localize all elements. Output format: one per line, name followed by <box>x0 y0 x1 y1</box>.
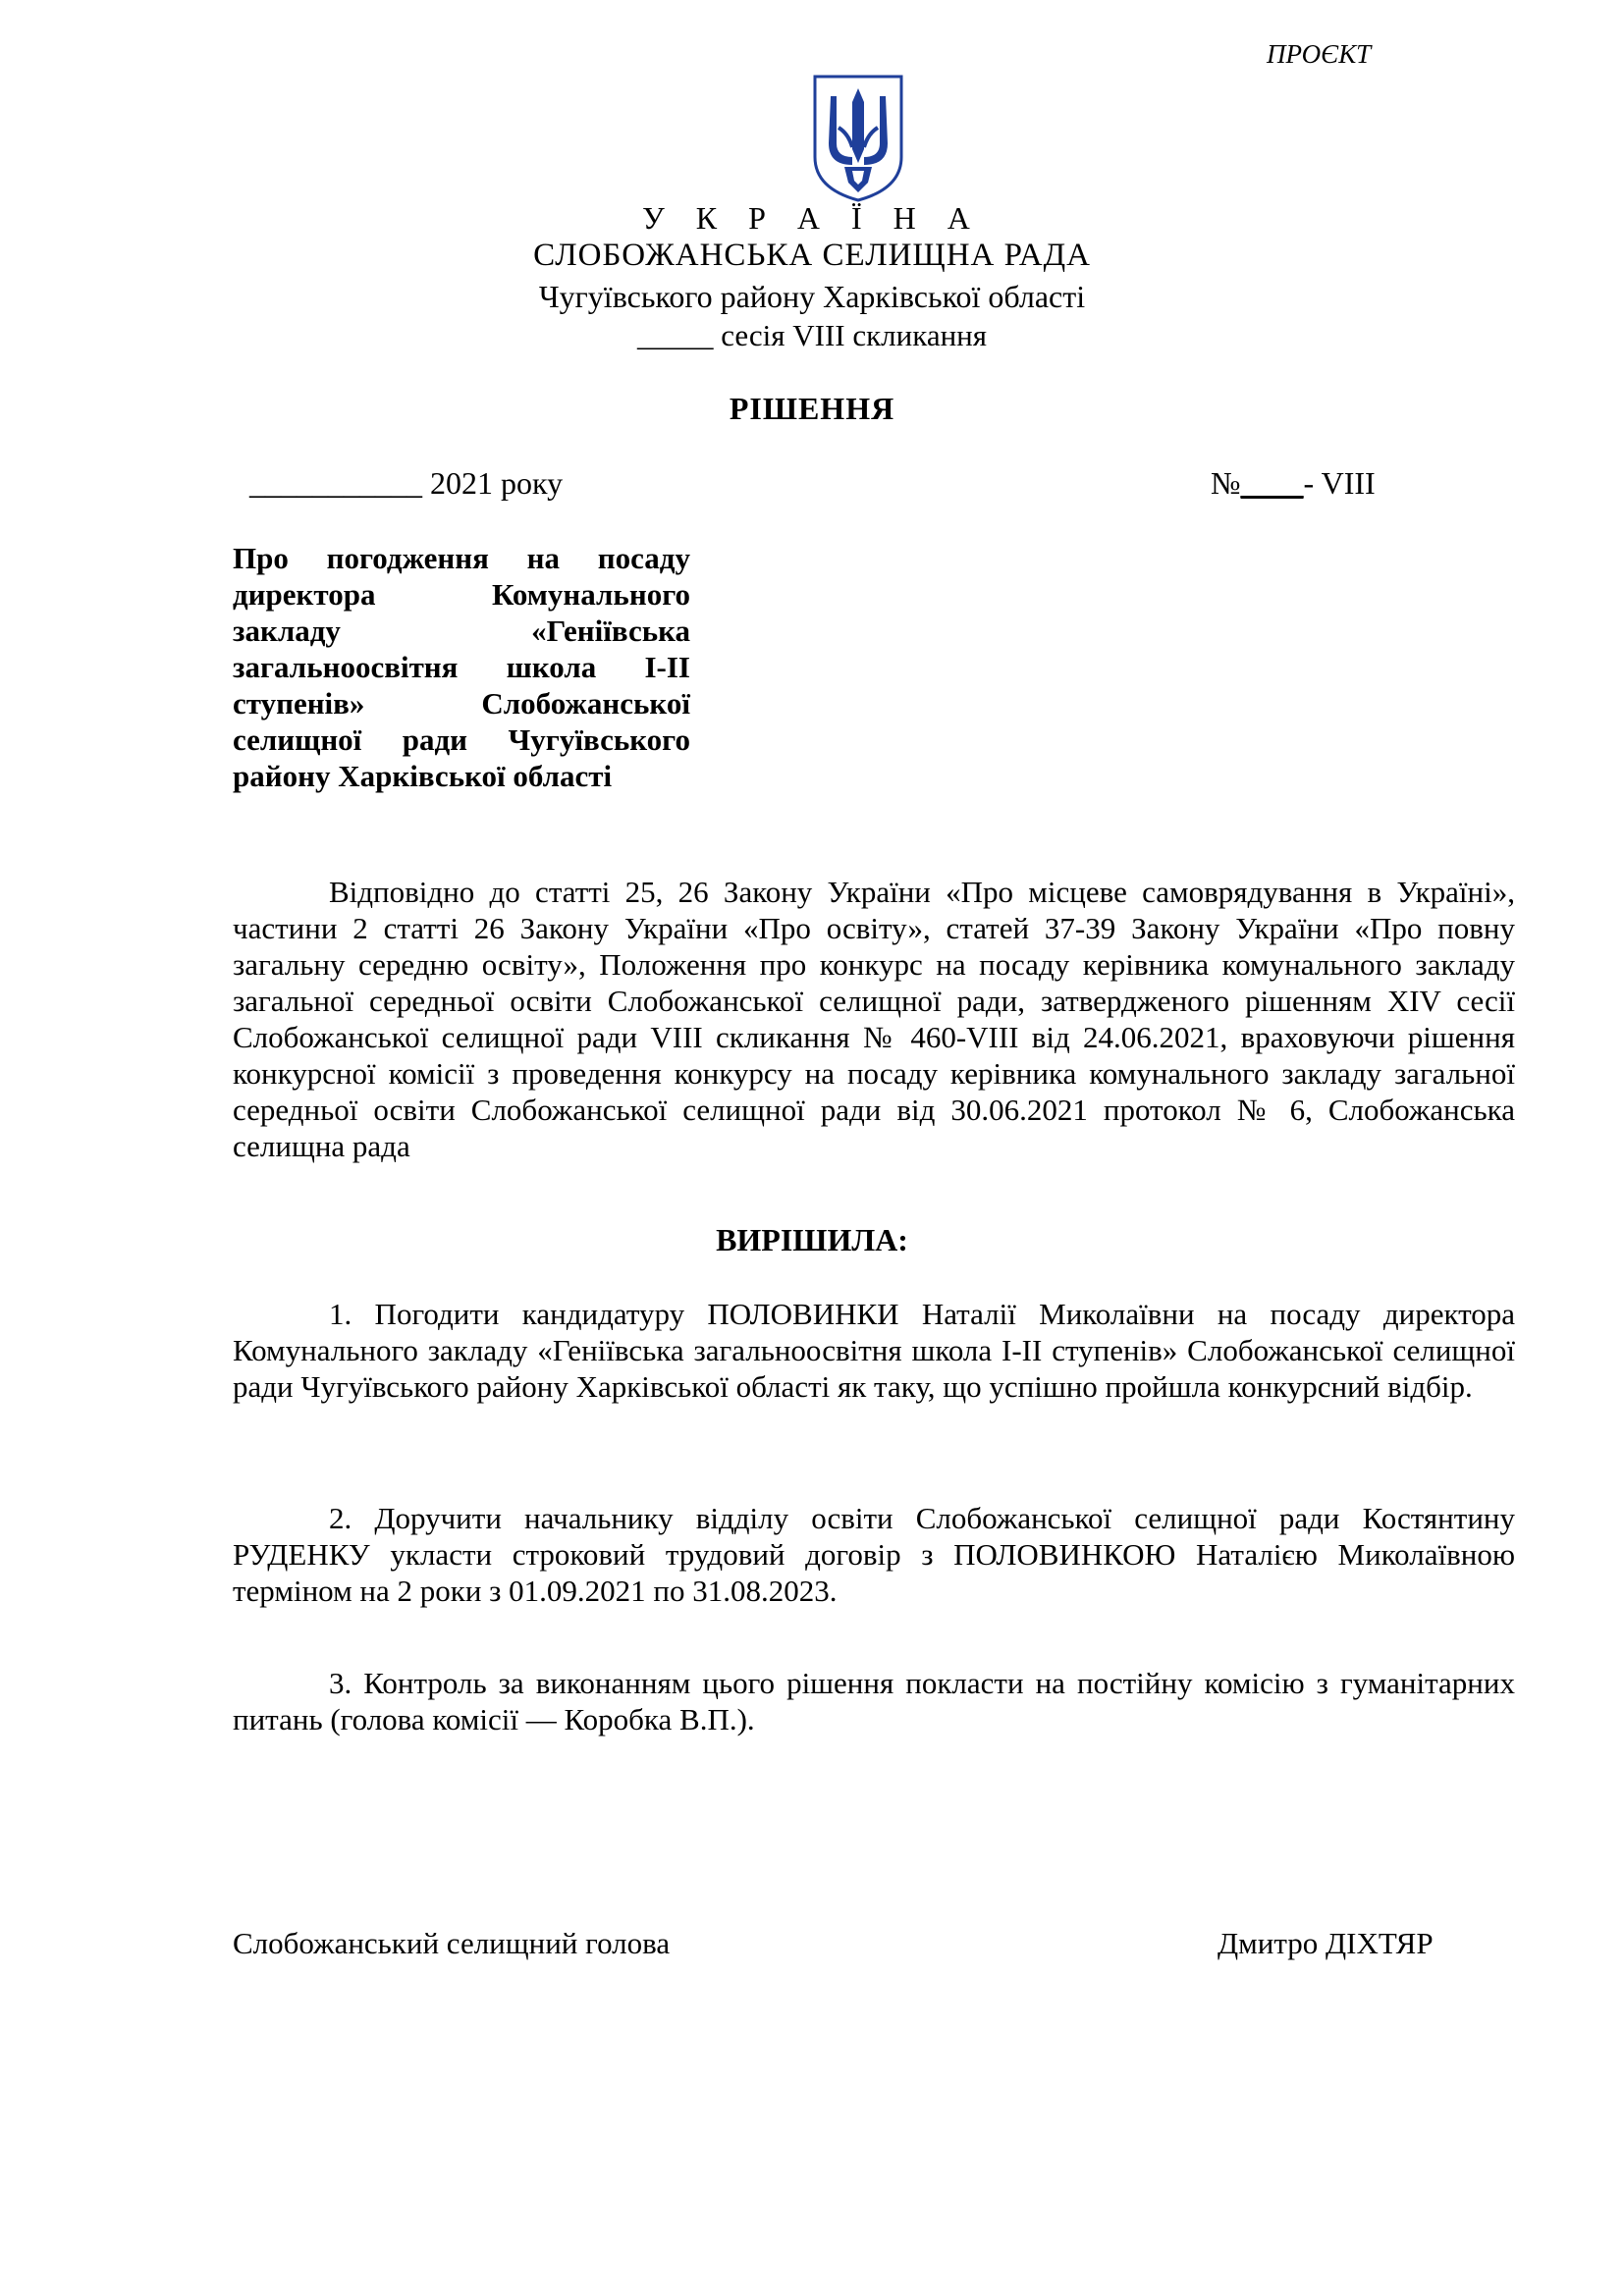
number-suffix: - VIII <box>1303 465 1376 501</box>
date-blank: ___________ <box>249 465 422 501</box>
council-name: СЛОБОЖАНСЬКА СЕЛИЩНА РАДА <box>533 238 1091 273</box>
session-blank: _____ <box>636 318 714 352</box>
resolution-item-3: 3. Контроль за виконанням цього рішення покласти на постійну комісію з гуманітарних питань (голова комісії — Коробка В.П.). <box>233 1666 1515 1736</box>
resolution-heading: ВИРІШИЛА: <box>716 1222 908 1257</box>
preamble-paragraph: Відповідно до статті 25, 26 Закону України «Про місцеве самоврядування в Україні», частини 2 статті 26 Закону України «Про освіту», статей 37-39 Закону України «Про повну загальну середню освіту», Положення про конкурс на посаду керівника комунального закладу загальної середньої освіти Слобожанської селищної ради, затвердженого рішенням XIV сесії Слобожанської селищної ради VIII скликання № 460-VIII від 24.06.2021, враховуючи рішення конкурсної комісії з проведення конкурсу на посаду керівника комунального закладу загальної середньої освіти Слобожанської селищної ради від 30.06.2021 протокол № 6, Слобожанська селищна рада <box>233 875 1515 1163</box>
country-name: У К Р А Ї Н А <box>642 200 982 236</box>
decision-number <box>1211 465 1376 502</box>
resolution-item-1: 1. Погодити кандидатуру ПОЛОВИНКИ Наталії Миколаївни на посаду директора Комунального закладу «Геніївська загальноосвітня школа І-ІІ ступенів» Слобожанської селищної ради Чугуївського району Харківської області як таку, що успішно пройшла конкурсний відбір. <box>233 1297 1515 1404</box>
document-type: РІШЕННЯ <box>729 391 895 426</box>
decision-subject: Про погодження на посаду директора Комунального закладу «Геніївська загальноосвітня школа І-ІІ ступенів» Слобожанської селищної ради Чугуївського району Харківської області <box>233 541 690 793</box>
resolution-item-2: 2. Доручити начальнику відділу освіти Слобожанської селищної ради Костянтину РУДЕНКУ укласти строковий трудовий договір з ПОЛОВИНКОЮ Наталією Миколаївною терміном на 2 роки з 01.09.2021 по 31.08.2023. <box>233 1501 1515 1608</box>
number-blank: ____ <box>1240 465 1304 501</box>
trident-coat-of-arms-icon <box>809 73 907 204</box>
draft-stamp: ПРОЄКТ <box>1267 39 1372 69</box>
district-name: Чугуївського району Харківської області <box>538 279 1086 314</box>
date-text: 2021 року <box>422 465 564 501</box>
session-text: сесія VIII скликання <box>713 318 988 352</box>
session-line <box>0 318 1624 353</box>
signatory-name: Дмитро ДІХТЯР <box>1218 1926 1434 1960</box>
decision-date <box>249 465 563 502</box>
number-prefix: № <box>1211 465 1241 501</box>
signatory-title: Слобожанський селищний голова <box>233 1926 671 1960</box>
